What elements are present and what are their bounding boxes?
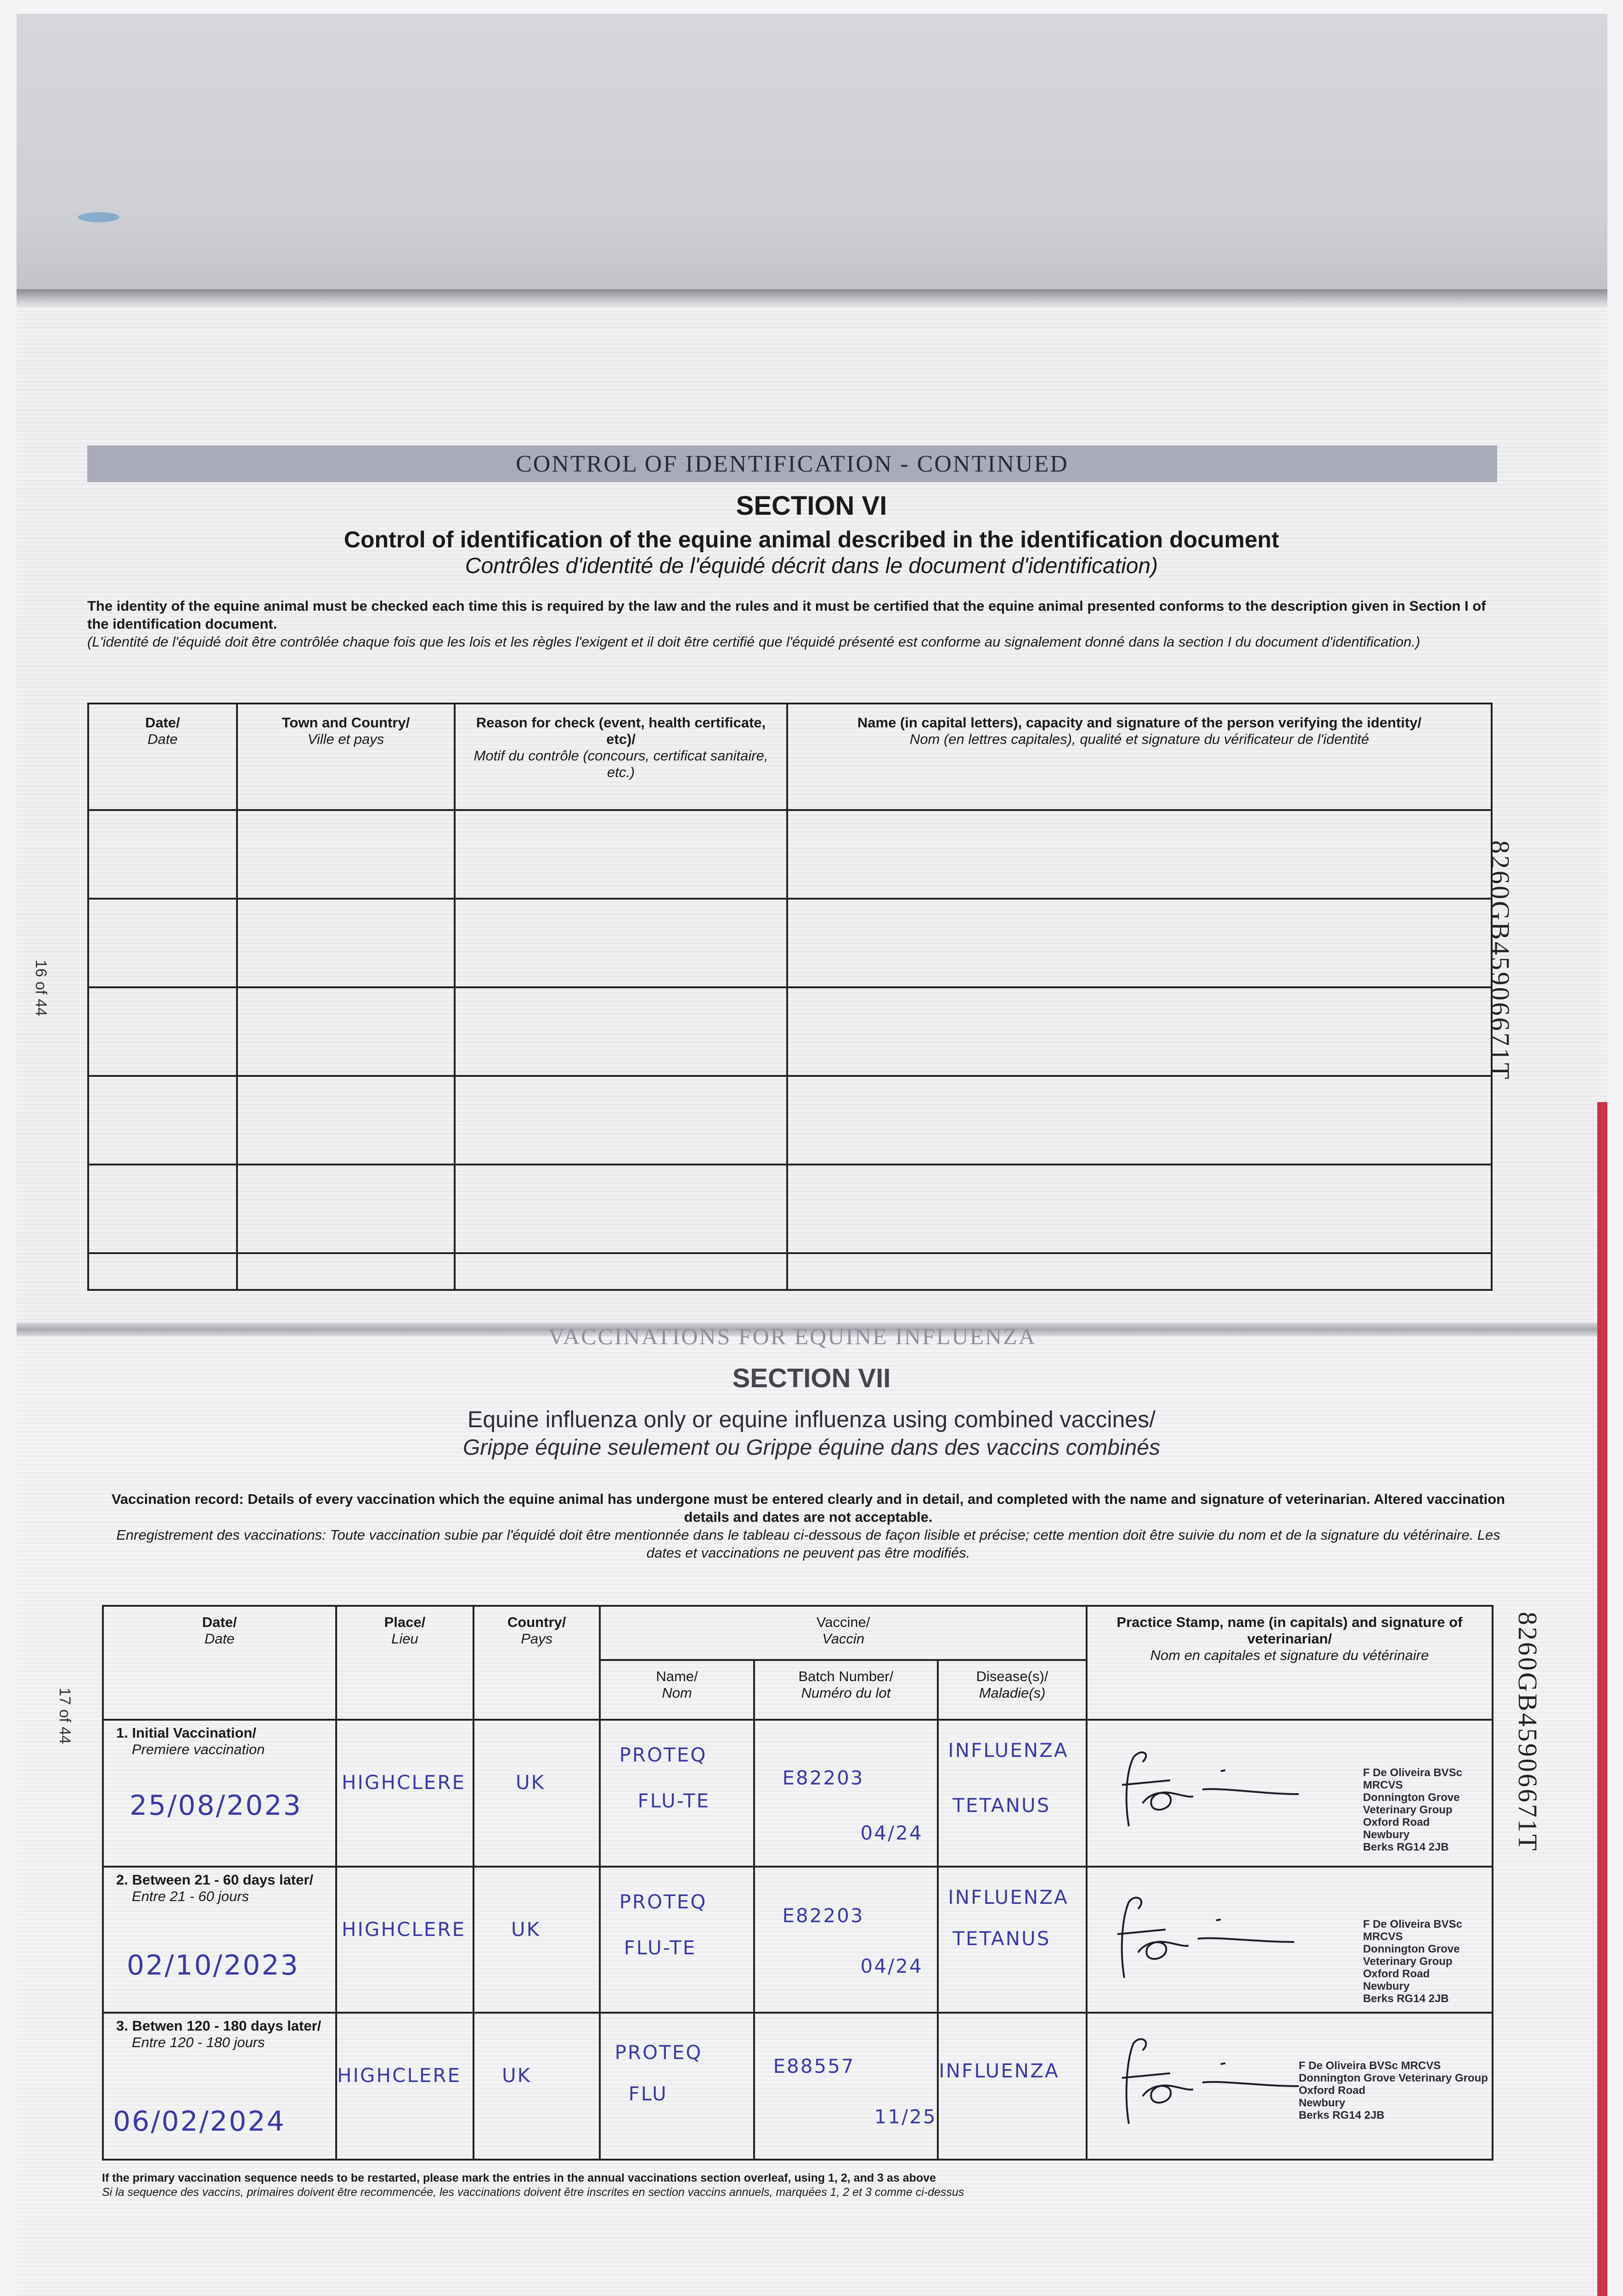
batch-expiry: 11/25 — [874, 2105, 937, 2128]
col-vaccine-name: Name/ Nom — [600, 1660, 754, 1720]
row-label: 3. Betwen 120 - 180 days later/ Entre 120 - 180 jours — [116, 2018, 321, 2050]
identity-check-table — [87, 703, 1493, 1291]
instructions-fr: (L'identité de l'équidé doit être contrôlée chaque fois que les lois et les règles l'exigent et il doit être certifié que l'équidé présenté est conforme au signalement donné dans la section I du document d'identification.) — [87, 634, 1420, 650]
vaccination-place: HIGHCLERE — [341, 1918, 466, 1941]
batch-expiry: 04/24 — [860, 1822, 923, 1844]
practice-stamp: F De Oliveira BVSc MRCVS Donnington Grove Veterinary Group Oxford Road Newbury Berks RG14 2JB — [1363, 1918, 1462, 2005]
instructions-en: Vaccination record: Details of every vaccination which the equine animal has undergone must be entered clearly and in detail, and completed with the name and signature of veterinarian. Altered vaccination details and dates are not acceptable. — [111, 1491, 1505, 1525]
section-heading-fr: Grippe équine seulement ou Grippe équine dans des vaccins combinés — [462, 1435, 1161, 1460]
veterinarian-signature-1 — [1115, 1744, 1308, 1835]
col-date: Date/ Date — [88, 703, 237, 810]
section-banner-top — [87, 445, 1497, 482]
disease-line1: INFLUENZA — [939, 2060, 1059, 2082]
vaccination-row-3 — [103, 2013, 1493, 2160]
vaccination-place: HIGHCLERE — [341, 1771, 466, 1794]
table-row — [88, 810, 1492, 899]
vaccination-country: UK — [511, 1918, 541, 1941]
vaccination-table — [102, 1605, 1493, 2161]
col-country: Country/ Pays — [473, 1606, 600, 1720]
batch-number: E88557 — [773, 2055, 855, 2077]
vaccination-place: HIGHCLERE — [337, 2064, 462, 2087]
vaccination-country: UK — [515, 1771, 546, 1794]
col-disease: Disease(s)/ Maladie(s) — [938, 1660, 1087, 1720]
table-row — [88, 1253, 1492, 1290]
vaccine-name-line2: FLU-TE — [637, 1790, 710, 1812]
vaccination-country: UK — [502, 2064, 532, 2087]
vaccine-name-line1: PROTEQ — [619, 1891, 707, 1913]
vaccination-date: 02/10/2023 — [127, 1949, 299, 1981]
veterinarian-signature-2 — [1110, 1891, 1303, 1982]
veterinarian-signature-3 — [1115, 2032, 1308, 2133]
vaccination-row-1 — [103, 1720, 1493, 1867]
col-vaccine: Vaccine/ Vaccin — [600, 1606, 1086, 1660]
col-place: Place/ Lieu — [336, 1606, 473, 1720]
footnote — [102, 2171, 1434, 2200]
instructions-en: The identity of the equine animal must be checked each time this is required by the law and the rules and it must be certified that the equine animal presented conforms to the description given in Section I of the identification document. — [87, 598, 1486, 632]
table-row — [88, 987, 1492, 1076]
vaccination-row-2 — [103, 1867, 1493, 2013]
batch-number: E82203 — [782, 1767, 864, 1789]
vaccine-name-line2: FLU — [628, 2082, 668, 2105]
section-banner-bottom — [87, 1322, 1497, 1350]
vaccine-name-line2: FLU-TE — [624, 1936, 697, 1959]
disease-line2: TETANUS — [952, 1927, 1051, 1950]
col-veterinarian: Practice Stamp, name (in capitals) and signature of veterinarian/ Nom en capitales et signature du vétérinaire — [1087, 1606, 1493, 1720]
ink-mark — [78, 212, 119, 222]
page-number-bottom: 17 of 44 — [56, 1688, 73, 1744]
document-id-bottom: 8260GB45906671T — [1513, 1612, 1543, 1852]
table-row — [88, 899, 1492, 987]
vaccine-name-line1: PROTEQ — [614, 2041, 703, 2064]
section-title: SECTION VI — [736, 491, 887, 521]
instructions-fr: Enregistrement des vaccinations: Toute vaccination subie par l'équidé doit être mentionnée dans le tableau ci-dessous de façon lisible et précise; cette mention doit être suivie du nom et de la signature du vétérinaire. Les dates et vaccinations ne peuvent pas être modifiés. — [116, 1527, 1500, 1561]
col-verifier: Name (in capital letters), capacity and signature of the person verifying the identity/ Nom (en lettres capitales), qualité et signature du vérificateur de l'identité — [787, 703, 1492, 810]
col-reason: Reason for check (event, health certificate, etc)/ Motif du contrôle (concours, certificat sanitaire, etc.) — [455, 703, 787, 810]
table-row — [88, 1165, 1492, 1253]
page-edge — [17, 289, 1607, 308]
scan-background-top — [17, 14, 1607, 294]
practice-stamp: F De Oliveira BVSc MRCVS Donnington Grove Veterinary Group Oxford Road Newbury Berks RG14 2JB — [1298, 2060, 1488, 2122]
page-number-top: 16 of 44 — [32, 960, 50, 1016]
instructions — [87, 597, 1502, 651]
practice-stamp: F De Oliveira BVSc MRCVS Donnington Grove Veterinary Group Oxford Road Newbury Berks RG14 2JB — [1363, 1767, 1462, 1853]
col-batch: Batch Number/ Numéro du lot — [754, 1660, 938, 1720]
vaccination-instructions — [106, 1490, 1511, 1562]
batch-expiry: 04/24 — [860, 1955, 923, 1977]
footnote-fr: Si la sequence des vaccins, primaires doivent être recommencée, les vaccinations doivent être inscrites en section vaccins annuels, marquées 1, 2 et 3 comme ci-dessus — [102, 2186, 964, 2199]
section-title: SECTION VII — [732, 1363, 891, 1393]
document-id-top: 8260GB45906671T — [1485, 840, 1515, 1081]
section-heading-en: Equine influenza only or equine influenza using combined vaccines/ — [467, 1407, 1156, 1432]
footnote-en: If the primary vaccination sequence needs to be restarted, please mark the entries in the annual vaccinations section overleaf, using 1, 2, and 3 as above — [102, 2172, 936, 2184]
batch-number: E82203 — [782, 1904, 864, 1927]
table-row — [88, 1076, 1492, 1165]
disease-line2: TETANUS — [952, 1794, 1051, 1817]
section-heading-en: Control of identification of the equine animal described in the identification document — [344, 527, 1279, 552]
banner-text: CONTROL OF IDENTIFICATION - CONTINUED — [516, 450, 1069, 477]
col-date: Date/ Date — [103, 1606, 336, 1720]
section-heading-fr: Contrôles d'identité de l'équidé décrit dans le document d'identification) — [465, 554, 1158, 578]
banner-text: VACCINATIONS FOR EQUINE INFLUENZA — [548, 1323, 1037, 1349]
row-label: 1. Initial Vaccination/ Premiere vaccination — [116, 1725, 265, 1757]
vaccination-date: 25/08/2023 — [130, 1790, 302, 1822]
vaccine-name-line1: PROTEQ — [619, 1744, 707, 1766]
col-town-country: Town and Country/ Ville et pays — [237, 703, 455, 810]
row-label: 2. Between 21 - 60 days later/ Entre 21 - 60 jours — [116, 1872, 314, 1904]
disease-line1: INFLUENZA — [948, 1739, 1069, 1761]
disease-line1: INFLUENZA — [948, 1886, 1069, 1908]
spine-edge — [1597, 1102, 1607, 2296]
vaccination-date: 06/02/2024 — [113, 2105, 286, 2138]
